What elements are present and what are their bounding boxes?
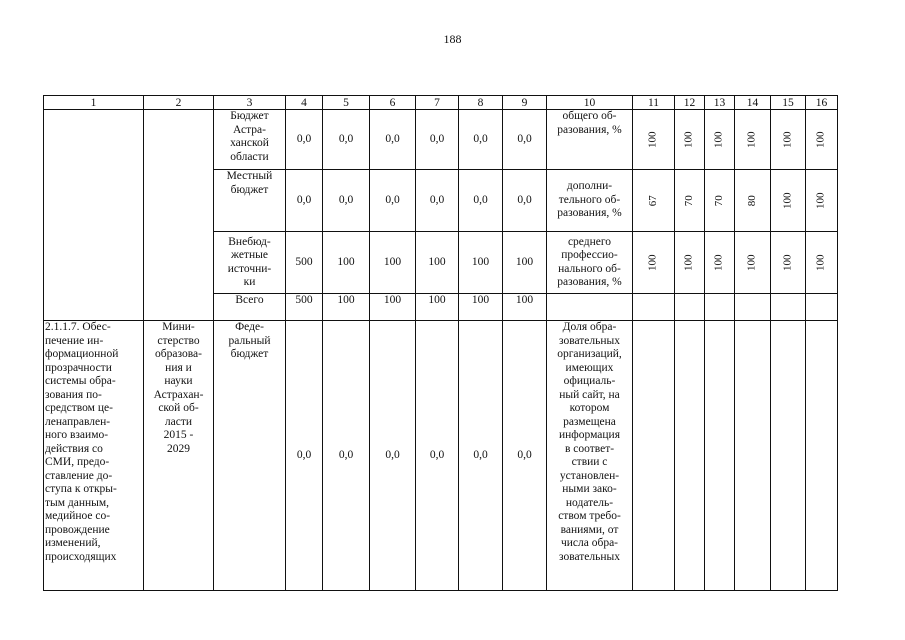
- col-header: 6: [370, 96, 416, 110]
- empty-cell: [771, 321, 806, 591]
- indicator-value: [633, 170, 675, 232]
- value-cell: 100: [459, 294, 503, 321]
- empty-cell: [771, 294, 806, 321]
- value-cell: 100: [416, 294, 459, 321]
- executor: Мини- стерство образова- ния и науки Астрахан- ской об- ласти 2015 - 2029: [144, 321, 214, 591]
- indicator-value-text: 100: [682, 254, 695, 271]
- col-header: 12: [675, 96, 705, 110]
- indicator-value: [735, 170, 771, 232]
- value-cell: 100: [416, 232, 459, 294]
- indicator-value-text: 100: [712, 254, 725, 271]
- empty-cell: [806, 321, 838, 591]
- indicator-value-text: 100: [745, 131, 758, 148]
- col-header: 15: [771, 96, 806, 110]
- value-cell: 100: [323, 232, 370, 294]
- activity-description: 2.1.1.7. Обес- печение ин- формационной прозрачности системы обра- зования по- средством це- ленаправлен- ного взаимо- действия со СМИ, предо- ставление до- ступа к откры- тым данным, медийное со- провождение изменений, происходящих: [44, 321, 144, 591]
- indicator-value-text: 70: [682, 195, 695, 206]
- indicator-value: [735, 110, 771, 170]
- indicator-value-text: 100: [712, 131, 725, 148]
- col-header: 10: [547, 96, 633, 110]
- indicator-value: [705, 170, 735, 232]
- indicator-value-text: 100: [646, 131, 659, 148]
- indicator-value: [705, 232, 735, 294]
- value-cell: 0,0: [503, 110, 547, 170]
- value-cell: 0,0: [323, 110, 370, 170]
- indicator-value: [705, 110, 735, 170]
- value-cell: 0,0: [323, 170, 370, 232]
- indicator-text: среднего профессио- нального об- разования, %: [547, 232, 633, 294]
- col-header: 2: [144, 96, 214, 110]
- funding-source: Феде- ральный бюджет: [214, 321, 286, 591]
- value-cell: 0,0: [370, 321, 416, 591]
- indicator-value-text: 100: [745, 254, 758, 271]
- indicator-value: [806, 232, 838, 294]
- value-cell: 0,0: [286, 170, 323, 232]
- indicator-text: Доля обра- зовательных организаций, имеющих официаль- ный сайт, на котором размещена информация в соответ- ствии с установлен- ными зако- нодатель- ством требо- ваниями, от числа обра- зовательных: [547, 321, 633, 591]
- indicator-value: [735, 232, 771, 294]
- value-cell: 0,0: [286, 321, 323, 591]
- indicator-value: [675, 110, 705, 170]
- indicator-value: [806, 170, 838, 232]
- indicator-value-text: 70: [712, 195, 725, 206]
- indicator-value: [806, 110, 838, 170]
- funding-source: Всего: [214, 294, 286, 321]
- empty-cell: [675, 321, 705, 591]
- col-header: 9: [503, 96, 547, 110]
- empty-cell: [705, 321, 735, 591]
- header-row: [44, 96, 838, 110]
- empty-cell: [806, 294, 838, 321]
- indicator-value-text: 80: [745, 195, 758, 206]
- value-cell: 100: [459, 232, 503, 294]
- program-table: [43, 95, 838, 591]
- empty-cell: [735, 294, 771, 321]
- value-cell: 0,0: [416, 110, 459, 170]
- value-cell: 0,0: [323, 321, 370, 591]
- funding-source: Бюджет Астра- ханской области: [214, 110, 286, 170]
- col-header: 7: [416, 96, 459, 110]
- indicator-value: [771, 110, 806, 170]
- indicator-value-text: 100: [814, 192, 827, 209]
- value-cell: 100: [503, 232, 547, 294]
- empty-cell: [547, 294, 633, 321]
- indicator-value-text: 100: [781, 192, 794, 209]
- value-cell: 100: [323, 294, 370, 321]
- col-header: 5: [323, 96, 370, 110]
- indicator-value: [675, 170, 705, 232]
- indicator-value-text: 100: [814, 131, 827, 148]
- indicator-value: [675, 232, 705, 294]
- value-cell: 500: [286, 294, 323, 321]
- value-cell: 0,0: [370, 110, 416, 170]
- value-cell: 100: [503, 294, 547, 321]
- value-cell: 0,0: [370, 170, 416, 232]
- col-header: 3: [214, 96, 286, 110]
- indicator-text: общего об- разования, %: [547, 110, 633, 170]
- value-cell: 100: [370, 294, 416, 321]
- indicator-value: [771, 232, 806, 294]
- indicator-value-text: 100: [646, 254, 659, 271]
- col-header: 16: [806, 96, 838, 110]
- value-cell: 0,0: [459, 170, 503, 232]
- indicator-value: [633, 110, 675, 170]
- table-row: [44, 321, 838, 591]
- value-cell: 100: [370, 232, 416, 294]
- value-cell: 0,0: [416, 170, 459, 232]
- activity-cell-empty: [44, 110, 144, 321]
- value-cell: 0,0: [503, 170, 547, 232]
- funding-source: Внебюд- жетные источни- ки: [214, 232, 286, 294]
- page-number: 188: [443, 32, 462, 46]
- empty-cell: [675, 294, 705, 321]
- indicator-value: [771, 170, 806, 232]
- value-cell: 0,0: [459, 110, 503, 170]
- col-header: 1: [44, 96, 144, 110]
- indicator-text: дополни- тельного об- разования, %: [547, 170, 633, 232]
- col-header: 8: [459, 96, 503, 110]
- indicator-value-text: 100: [781, 131, 794, 148]
- value-cell: 0,0: [286, 110, 323, 170]
- empty-cell: [735, 321, 771, 591]
- table-row: [44, 110, 838, 170]
- indicator-value-text: 100: [682, 131, 695, 148]
- funding-source: Местный бюджет: [214, 170, 286, 232]
- indicator-value-text: 67: [646, 195, 659, 206]
- indicator-value-text: 100: [814, 254, 827, 271]
- col-header: 11: [633, 96, 675, 110]
- col-header: 4: [286, 96, 323, 110]
- indicator-value-text: 100: [781, 254, 794, 271]
- value-cell: 0,0: [416, 321, 459, 591]
- empty-cell: [633, 321, 675, 591]
- col-header: 13: [705, 96, 735, 110]
- empty-cell: [633, 294, 675, 321]
- value-cell: 500: [286, 232, 323, 294]
- executor-cell-empty: [144, 110, 214, 321]
- empty-cell: [705, 294, 735, 321]
- value-cell: 0,0: [459, 321, 503, 591]
- value-cell: 0,0: [503, 321, 547, 591]
- col-header: 14: [735, 96, 771, 110]
- indicator-value: [633, 232, 675, 294]
